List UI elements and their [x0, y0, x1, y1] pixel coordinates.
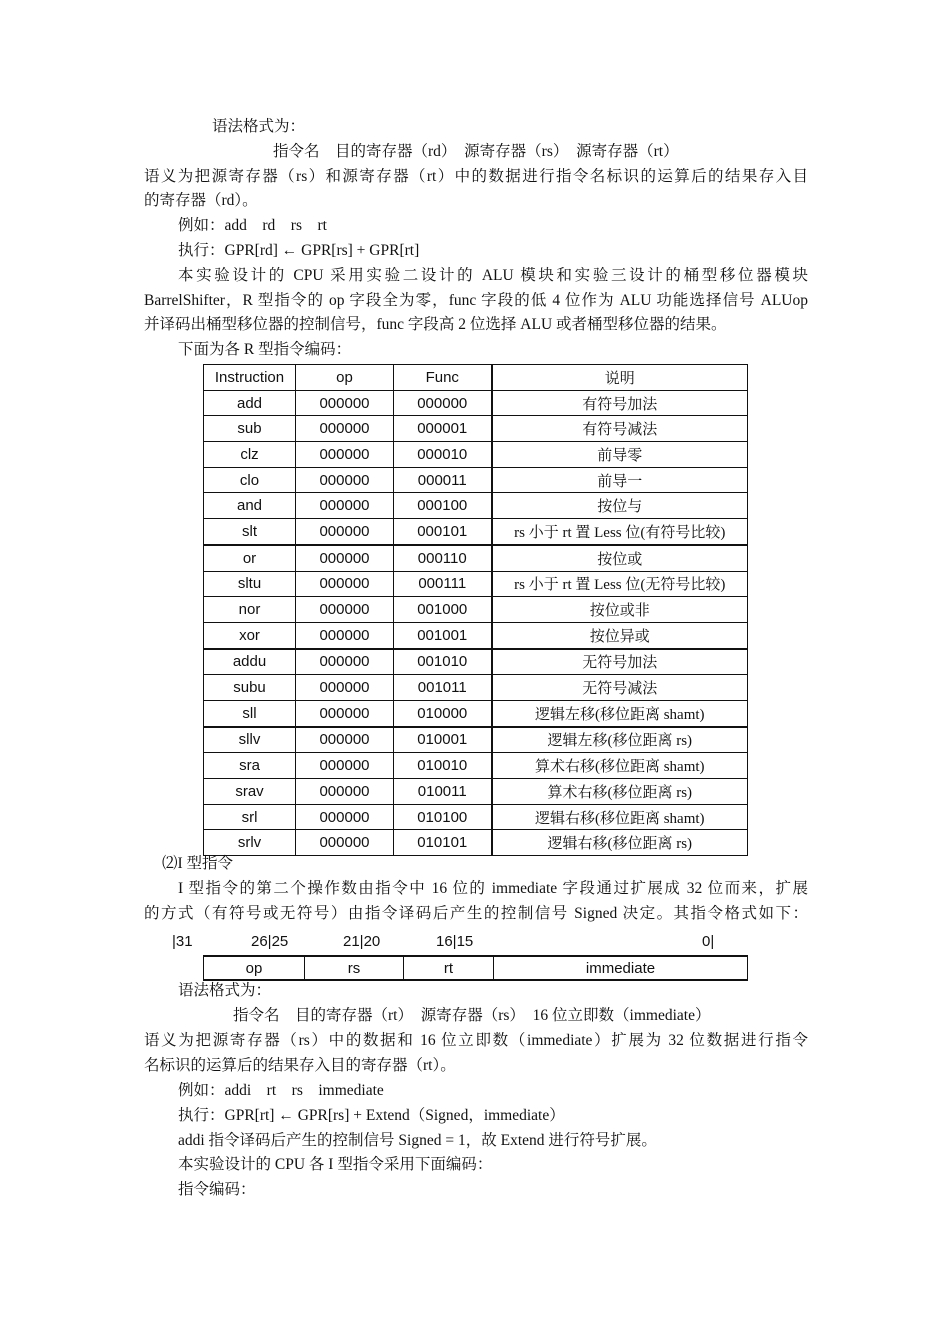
execute-line: 执行：GPR[rd] ← GPR[rs] + GPR[rt]	[178, 242, 420, 259]
cell-instruction: sub	[204, 416, 296, 442]
cell-instruction: slt	[204, 519, 296, 545]
table-row	[204, 545, 748, 571]
cell-instruction: clz	[204, 442, 296, 468]
table-row	[204, 675, 748, 701]
cell-op: 000000	[296, 753, 394, 779]
cell-op: 000000	[296, 830, 394, 856]
table-row	[204, 830, 748, 856]
cell-instruction: srl	[204, 804, 296, 830]
cell-description: 无符号加法	[492, 649, 748, 675]
r-table-caption: 下面为各 R 型指令编码：	[178, 341, 352, 358]
bit-label-0: 0|	[702, 933, 715, 950]
i-execute-line: 执行：GPR[rt] ← GPR[rs] + Extend（Signed，immediate）	[178, 1107, 565, 1124]
cell-instruction: and	[204, 493, 296, 519]
cell-instruction: subu	[204, 675, 296, 701]
cell-description: 逻辑左移(移位距离 shamt)	[492, 700, 748, 726]
i-type-paragraph-line1: I 型指令的第二个操作数由指令中 16 位的 immediate 字段通过扩展成 32 位而来，扩展	[178, 880, 808, 897]
cell-func: 000111	[394, 571, 492, 597]
table-row	[204, 571, 748, 597]
cell-op: 000000	[296, 442, 394, 468]
semantics-paragraph-line2: 的寄存器（rd）。	[144, 192, 258, 209]
table-row	[204, 493, 748, 519]
cell-func: 000001	[394, 416, 492, 442]
design-paragraph-line1: 本实验设计的 CPU 采用实验二设计的 ALU 模块和实验三设计的桶型移位器模块	[178, 267, 808, 284]
table-row	[204, 597, 748, 623]
i-type-heading: ⑵I 型指令	[162, 855, 234, 872]
cell-description: 算术右移(移位距离 rs)	[492, 779, 748, 805]
cell-op: 000000	[296, 390, 394, 416]
i-type-paragraph-line2: 的方式（有符号或无符号）由指令译码后产生的控制信号 Signed 决定。其指令格式如下：	[144, 905, 808, 922]
cell-description: 按位异或	[492, 622, 748, 648]
cell-instruction: addu	[204, 649, 296, 675]
cell-instruction: clo	[204, 467, 296, 493]
cell-description: 无符号减法	[492, 675, 748, 701]
design-paragraph-line2: BarrelShifter，R 型指令的 op 字段全为零，func 字段的低 4 位作为 ALU 功能选择信号 ALUop	[144, 292, 808, 309]
header-op: op	[296, 365, 394, 391]
i-syntax-heading: 语法格式为：	[178, 982, 272, 999]
cell-func: 001010	[394, 649, 492, 675]
bit-label-21-20: 21|20	[343, 933, 381, 950]
cell-op: 000000	[296, 779, 394, 805]
cell-func: 000100	[394, 493, 492, 519]
i-semantics-line2: 名标识的运算后的结果存入目的寄存器（rt）。	[144, 1057, 456, 1074]
cell-description: 前导零	[492, 442, 748, 468]
cell-instruction: or	[204, 545, 296, 571]
cell-instruction: nor	[204, 597, 296, 623]
cell-description: 按位或	[492, 545, 748, 571]
cell-op: 000000	[296, 597, 394, 623]
header-func: Func	[394, 365, 492, 391]
cell-instruction: srav	[204, 779, 296, 805]
cell-op: 000000	[296, 700, 394, 726]
cell-instruction: srlv	[204, 830, 296, 856]
cell-op: 000000	[296, 545, 394, 571]
cell-instruction: sltu	[204, 571, 296, 597]
cell-description: 逻辑右移(移位距离 shamt)	[492, 804, 748, 830]
r-type-instruction-table	[203, 364, 748, 856]
i-type-format-table	[203, 955, 748, 981]
i-syntax-format-line: 指令名 目的寄存器（rt） 源寄存器（rs） 16 位立即数（immediate）	[233, 1007, 711, 1024]
cell-func: 010101	[394, 830, 492, 856]
cell-description: rs 小于 rt 置 Less 位(无符号比较)	[492, 571, 748, 597]
cell-op: 000000	[296, 622, 394, 648]
syntax-format-line: 指令名 目的寄存器（rd） 源寄存器（rs） 源寄存器（rt）	[273, 143, 679, 160]
cell-instruction: add	[204, 390, 296, 416]
table-row	[204, 519, 748, 545]
format-row	[204, 956, 748, 980]
cell-op: 000000	[296, 416, 394, 442]
cell-func: 000010	[394, 442, 492, 468]
example-line: 例如：add rd rs rt	[178, 217, 327, 234]
header-instruction: Instruction	[204, 365, 296, 391]
cell-func: 001001	[394, 622, 492, 648]
table-row	[204, 649, 748, 675]
cell-func: 000110	[394, 545, 492, 571]
field-rt: rt	[404, 956, 494, 980]
bit-label-16-15: 16|15	[436, 933, 474, 950]
cell-description: 有符号减法	[492, 416, 748, 442]
cell-op: 000000	[296, 727, 394, 753]
i-encoding-intro: 本实验设计的 CPU 各 I 型指令采用下面编码：	[178, 1156, 493, 1173]
cell-func: 000000	[394, 390, 492, 416]
table-row	[204, 779, 748, 805]
cell-op: 000000	[296, 467, 394, 493]
cell-func: 010001	[394, 727, 492, 753]
cell-op: 000000	[296, 571, 394, 597]
cell-op: 000000	[296, 675, 394, 701]
cell-description: rs 小于 rt 置 Less 位(有符号比较)	[492, 519, 748, 545]
cell-op: 000000	[296, 649, 394, 675]
cell-op: 000000	[296, 493, 394, 519]
bit-label-31: |31	[172, 933, 193, 950]
table-row	[204, 416, 748, 442]
table-row	[204, 467, 748, 493]
table-row	[204, 700, 748, 726]
bit-label-26-25: 26|25	[251, 933, 289, 950]
table-header-row	[204, 365, 748, 391]
cell-func: 010100	[394, 804, 492, 830]
table-row	[204, 390, 748, 416]
cell-func: 010000	[394, 700, 492, 726]
table-row	[204, 727, 748, 753]
field-rs: rs	[305, 956, 404, 980]
cell-instruction: sllv	[204, 727, 296, 753]
cell-description: 算术右移(移位距离 shamt)	[492, 753, 748, 779]
cell-func: 000101	[394, 519, 492, 545]
field-immediate: immediate	[494, 956, 748, 980]
cell-description: 逻辑左移(移位距离 rs)	[492, 727, 748, 753]
cell-instruction: sra	[204, 753, 296, 779]
signed-note-line: addi 指令译码后产生的控制信号 Signed = 1，故 Extend 进行符号扩展。	[178, 1132, 657, 1149]
cell-description: 逻辑右移(移位距离 rs)	[492, 830, 748, 856]
cell-description: 有符号加法	[492, 390, 748, 416]
cell-func: 010010	[394, 753, 492, 779]
cell-op: 000000	[296, 804, 394, 830]
encoding-label: 指令编码：	[178, 1181, 256, 1198]
cell-func: 001011	[394, 675, 492, 701]
i-example-line: 例如：addi rt rs immediate	[178, 1082, 384, 1099]
field-op: op	[204, 956, 305, 980]
cell-description: 按位与	[492, 493, 748, 519]
cell-instruction: sll	[204, 700, 296, 726]
design-paragraph-line3: 并译码出桶型移位器的控制信号，func 字段高 2 位选择 ALU 或者桶型移位器的结果。	[144, 316, 727, 333]
cell-op: 000000	[296, 519, 394, 545]
table-row	[204, 804, 748, 830]
cell-description: 前导一	[492, 467, 748, 493]
cell-instruction: xor	[204, 622, 296, 648]
semantics-paragraph-line1: 语义为把源寄存器（rs）和源寄存器（rt）中的数据进行指令名标识的运算后的结果存入目	[144, 168, 808, 185]
table-row	[204, 753, 748, 779]
cell-description: 按位或非	[492, 597, 748, 623]
i-semantics-line1: 语义为把源寄存器（rs）中的数据和 16 位立即数（immediate）扩展为 32 位数据进行指令	[144, 1032, 808, 1049]
table-row	[204, 622, 748, 648]
cell-func: 010011	[394, 779, 492, 805]
cell-func: 000011	[394, 467, 492, 493]
header-description: 说明	[492, 365, 748, 391]
table-row	[204, 442, 748, 468]
syntax-heading: 语法格式为：	[212, 118, 306, 135]
cell-func: 001000	[394, 597, 492, 623]
